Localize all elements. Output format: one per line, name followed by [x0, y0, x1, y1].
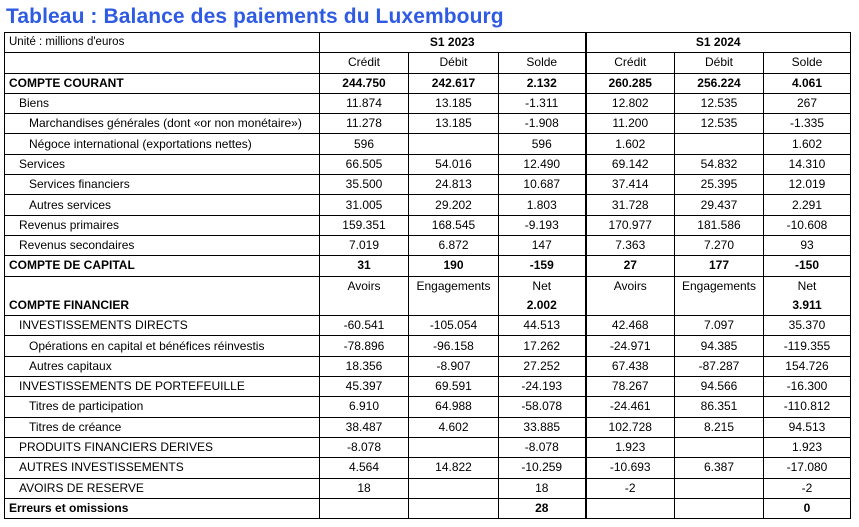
value-cell: 4.061 [764, 73, 851, 93]
value-cell: 38.487 [320, 417, 409, 437]
unit-label: Unité : millions d'euros [5, 33, 320, 53]
col-header-credit: Crédit [320, 53, 409, 73]
value-cell: -58.078 [499, 397, 586, 417]
value-cell: 12.802 [586, 93, 675, 113]
value-cell: -10.693 [586, 458, 675, 478]
row-label: Titres de participation [5, 397, 320, 417]
value-cell: 6.910 [320, 397, 409, 417]
table-row [5, 417, 851, 437]
value-cell: 94.385 [675, 336, 764, 356]
value-cell: -9.193 [499, 215, 586, 235]
value-cell [586, 498, 675, 518]
value-cell: 27.252 [499, 356, 586, 376]
value-cell: -159 [499, 256, 586, 276]
row-label: COMPTE COURANT [5, 73, 320, 93]
col-header-net: Net [764, 276, 851, 296]
value-cell [409, 478, 499, 498]
col-header-solde: Solde [764, 53, 851, 73]
value-cell: -150 [764, 256, 851, 276]
value-cell: 31.005 [320, 195, 409, 215]
row-label: Erreurs et omissions [5, 498, 320, 518]
value-cell: 66.505 [320, 154, 409, 174]
col-header-net: Net [499, 276, 586, 296]
value-cell: 159.351 [320, 215, 409, 235]
table-row [5, 93, 851, 113]
table-row [5, 296, 851, 316]
table-row [5, 458, 851, 478]
value-cell: 1.923 [586, 437, 675, 457]
value-cell: 64.988 [409, 397, 499, 417]
value-cell: 94.513 [764, 417, 851, 437]
value-cell: -60.541 [320, 316, 409, 336]
value-cell: 54.016 [409, 154, 499, 174]
value-cell: 181.586 [675, 215, 764, 235]
col-header-credit: Crédit [586, 53, 675, 73]
value-cell: 18.356 [320, 356, 409, 376]
table-row [5, 478, 851, 498]
table-row [5, 215, 851, 235]
value-cell: 31.728 [586, 195, 675, 215]
value-cell: 54.832 [675, 154, 764, 174]
value-cell: 14.822 [409, 458, 499, 478]
value-cell: 94.566 [675, 377, 764, 397]
balance-table [4, 32, 851, 519]
col-header-engagements: Engagements [409, 276, 499, 296]
period-header-2024: S1 2024 [586, 33, 851, 53]
table-row [5, 175, 851, 195]
value-cell: -1.908 [499, 114, 586, 134]
value-cell: -2 [586, 478, 675, 498]
value-cell: -16.300 [764, 377, 851, 397]
value-cell [586, 296, 675, 316]
value-cell: 1.602 [586, 134, 675, 154]
value-cell: 7.363 [586, 235, 675, 255]
table-row [5, 498, 851, 518]
value-cell: 93 [764, 235, 851, 255]
value-cell: 596 [499, 134, 586, 154]
value-cell [320, 498, 409, 518]
value-cell: 177 [675, 256, 764, 276]
value-cell [409, 437, 499, 457]
value-cell: 6.387 [675, 458, 764, 478]
value-cell: 18 [499, 478, 586, 498]
value-cell: 12.535 [675, 114, 764, 134]
col-header-debit: Débit [675, 53, 764, 73]
value-cell: 244.750 [320, 73, 409, 93]
value-cell [675, 437, 764, 457]
value-cell: 11.874 [320, 93, 409, 113]
value-cell: 8.215 [675, 417, 764, 437]
value-cell: 6.872 [409, 235, 499, 255]
value-cell: -24.193 [499, 377, 586, 397]
value-cell: -8.907 [409, 356, 499, 376]
value-cell [675, 498, 764, 518]
row-label: COMPTE FINANCIER [5, 296, 320, 316]
value-cell: 596 [320, 134, 409, 154]
col-header-solde: Solde [499, 53, 586, 73]
table-row [5, 73, 851, 93]
table-row [5, 114, 851, 134]
value-cell: 190 [409, 256, 499, 276]
value-cell: 69.591 [409, 377, 499, 397]
value-cell: 260.285 [586, 73, 675, 93]
value-cell: -10.259 [499, 458, 586, 478]
table-row [5, 235, 851, 255]
value-cell: 25.395 [675, 175, 764, 195]
table-row [5, 397, 851, 417]
value-cell: 12.490 [499, 154, 586, 174]
row-label: AUTRES INVESTISSEMENTS [5, 458, 320, 478]
value-cell: -2 [764, 478, 851, 498]
value-cell: 2.002 [499, 296, 586, 316]
value-cell [320, 296, 409, 316]
value-cell: -78.896 [320, 336, 409, 356]
value-cell: 4.602 [409, 417, 499, 437]
row-label: Biens [5, 93, 320, 113]
row-label: Négoce international (exportations nettes) [5, 134, 320, 154]
value-cell: 12.019 [764, 175, 851, 195]
value-cell: 0 [764, 498, 851, 518]
value-cell: 11.200 [586, 114, 675, 134]
value-cell [409, 296, 499, 316]
table-row [5, 356, 851, 376]
value-cell: 18 [320, 478, 409, 498]
value-cell: 154.726 [764, 356, 851, 376]
value-cell: 3.911 [764, 296, 851, 316]
value-cell: 44.513 [499, 316, 586, 336]
period-header-row [5, 33, 851, 53]
col-header-engagements: Engagements [675, 276, 764, 296]
value-cell: -96.158 [409, 336, 499, 356]
value-cell: 31 [320, 256, 409, 276]
value-cell: -119.355 [764, 336, 851, 356]
value-cell: 45.397 [320, 377, 409, 397]
value-cell: 29.202 [409, 195, 499, 215]
col-header-avoirs: Avoirs [586, 276, 675, 296]
table-body [5, 33, 851, 519]
value-cell: 42.468 [586, 316, 675, 336]
value-cell: 7.019 [320, 235, 409, 255]
value-cell: 1.602 [764, 134, 851, 154]
value-cell: 7.270 [675, 235, 764, 255]
value-cell: 4.564 [320, 458, 409, 478]
row-label: Services financiers [5, 175, 320, 195]
table-row [5, 377, 851, 397]
value-cell: -87.287 [675, 356, 764, 376]
value-cell: -1.335 [764, 114, 851, 134]
value-cell: 168.545 [409, 215, 499, 235]
value-cell: -24.971 [586, 336, 675, 356]
table-row [5, 195, 851, 215]
table-row [5, 134, 851, 154]
value-cell: 10.687 [499, 175, 586, 195]
table-row [5, 336, 851, 356]
value-cell: 29.437 [675, 195, 764, 215]
value-cell: 35.370 [764, 316, 851, 336]
value-cell [675, 296, 764, 316]
value-cell: 37.414 [586, 175, 675, 195]
value-cell [409, 498, 499, 518]
value-cell: -24.461 [586, 397, 675, 417]
row-label: Services [5, 154, 320, 174]
value-cell: 13.185 [409, 114, 499, 134]
value-cell [675, 478, 764, 498]
empty-cell [5, 53, 320, 73]
value-cell: 78.267 [586, 377, 675, 397]
row-label: COMPTE DE CAPITAL [5, 256, 320, 276]
row-label: Revenus primaires [5, 215, 320, 235]
row-label: Autres capitaux [5, 356, 320, 376]
value-cell: 13.185 [409, 93, 499, 113]
value-cell: 170.977 [586, 215, 675, 235]
value-cell: 69.142 [586, 154, 675, 174]
value-cell: 267 [764, 93, 851, 113]
value-cell: 17.262 [499, 336, 586, 356]
value-cell: 147 [499, 235, 586, 255]
row-label: INVESTISSEMENTS DE PORTEFEUILLE [5, 377, 320, 397]
row-label: PRODUITS FINANCIERS DERIVES [5, 437, 320, 457]
value-cell: 256.224 [675, 73, 764, 93]
value-cell: -8.078 [499, 437, 586, 457]
value-cell: 67.438 [586, 356, 675, 376]
value-cell: 2.132 [499, 73, 586, 93]
table-row [5, 437, 851, 457]
value-cell: 27 [586, 256, 675, 276]
value-cell: 24.813 [409, 175, 499, 195]
period-header-2023: S1 2023 [320, 33, 586, 53]
value-cell [409, 134, 499, 154]
value-cell: 35.500 [320, 175, 409, 195]
financial-header-row [5, 276, 851, 296]
value-cell: 86.351 [675, 397, 764, 417]
row-label: AVOIRS DE RESERVE [5, 478, 320, 498]
table-row [5, 154, 851, 174]
table-row [5, 316, 851, 336]
value-cell: -1.311 [499, 93, 586, 113]
value-cell: 33.885 [499, 417, 586, 437]
col-header-debit: Débit [409, 53, 499, 73]
value-cell: 12.535 [675, 93, 764, 113]
row-label: Revenus secondaires [5, 235, 320, 255]
value-cell: -17.080 [764, 458, 851, 478]
value-cell: 1.803 [499, 195, 586, 215]
value-cell: 1.923 [764, 437, 851, 457]
value-cell: 7.097 [675, 316, 764, 336]
table-row [5, 256, 851, 276]
value-cell [675, 134, 764, 154]
table-title: Tableau : Balance des paiements du Luxembourg [6, 5, 504, 28]
value-cell: 102.728 [586, 417, 675, 437]
row-label: Marchandises générales (dont «or non monétaire») [5, 114, 320, 134]
row-label: INVESTISSEMENTS DIRECTS [5, 316, 320, 336]
value-cell: -105.054 [409, 316, 499, 336]
value-cell: -10.608 [764, 215, 851, 235]
empty-cell [5, 276, 320, 296]
value-cell: -110.812 [764, 397, 851, 417]
row-label: Titres de créance [5, 417, 320, 437]
value-cell: 14.310 [764, 154, 851, 174]
row-label: Autres services [5, 195, 320, 215]
value-cell: 28 [499, 498, 586, 518]
col-header-avoirs: Avoirs [320, 276, 409, 296]
value-cell: -8.078 [320, 437, 409, 457]
column-header-row [5, 53, 851, 73]
value-cell: 242.617 [409, 73, 499, 93]
value-cell: 2.291 [764, 195, 851, 215]
row-label: Opérations en capital et bénéfices réinvestis [5, 336, 320, 356]
value-cell: 11.278 [320, 114, 409, 134]
